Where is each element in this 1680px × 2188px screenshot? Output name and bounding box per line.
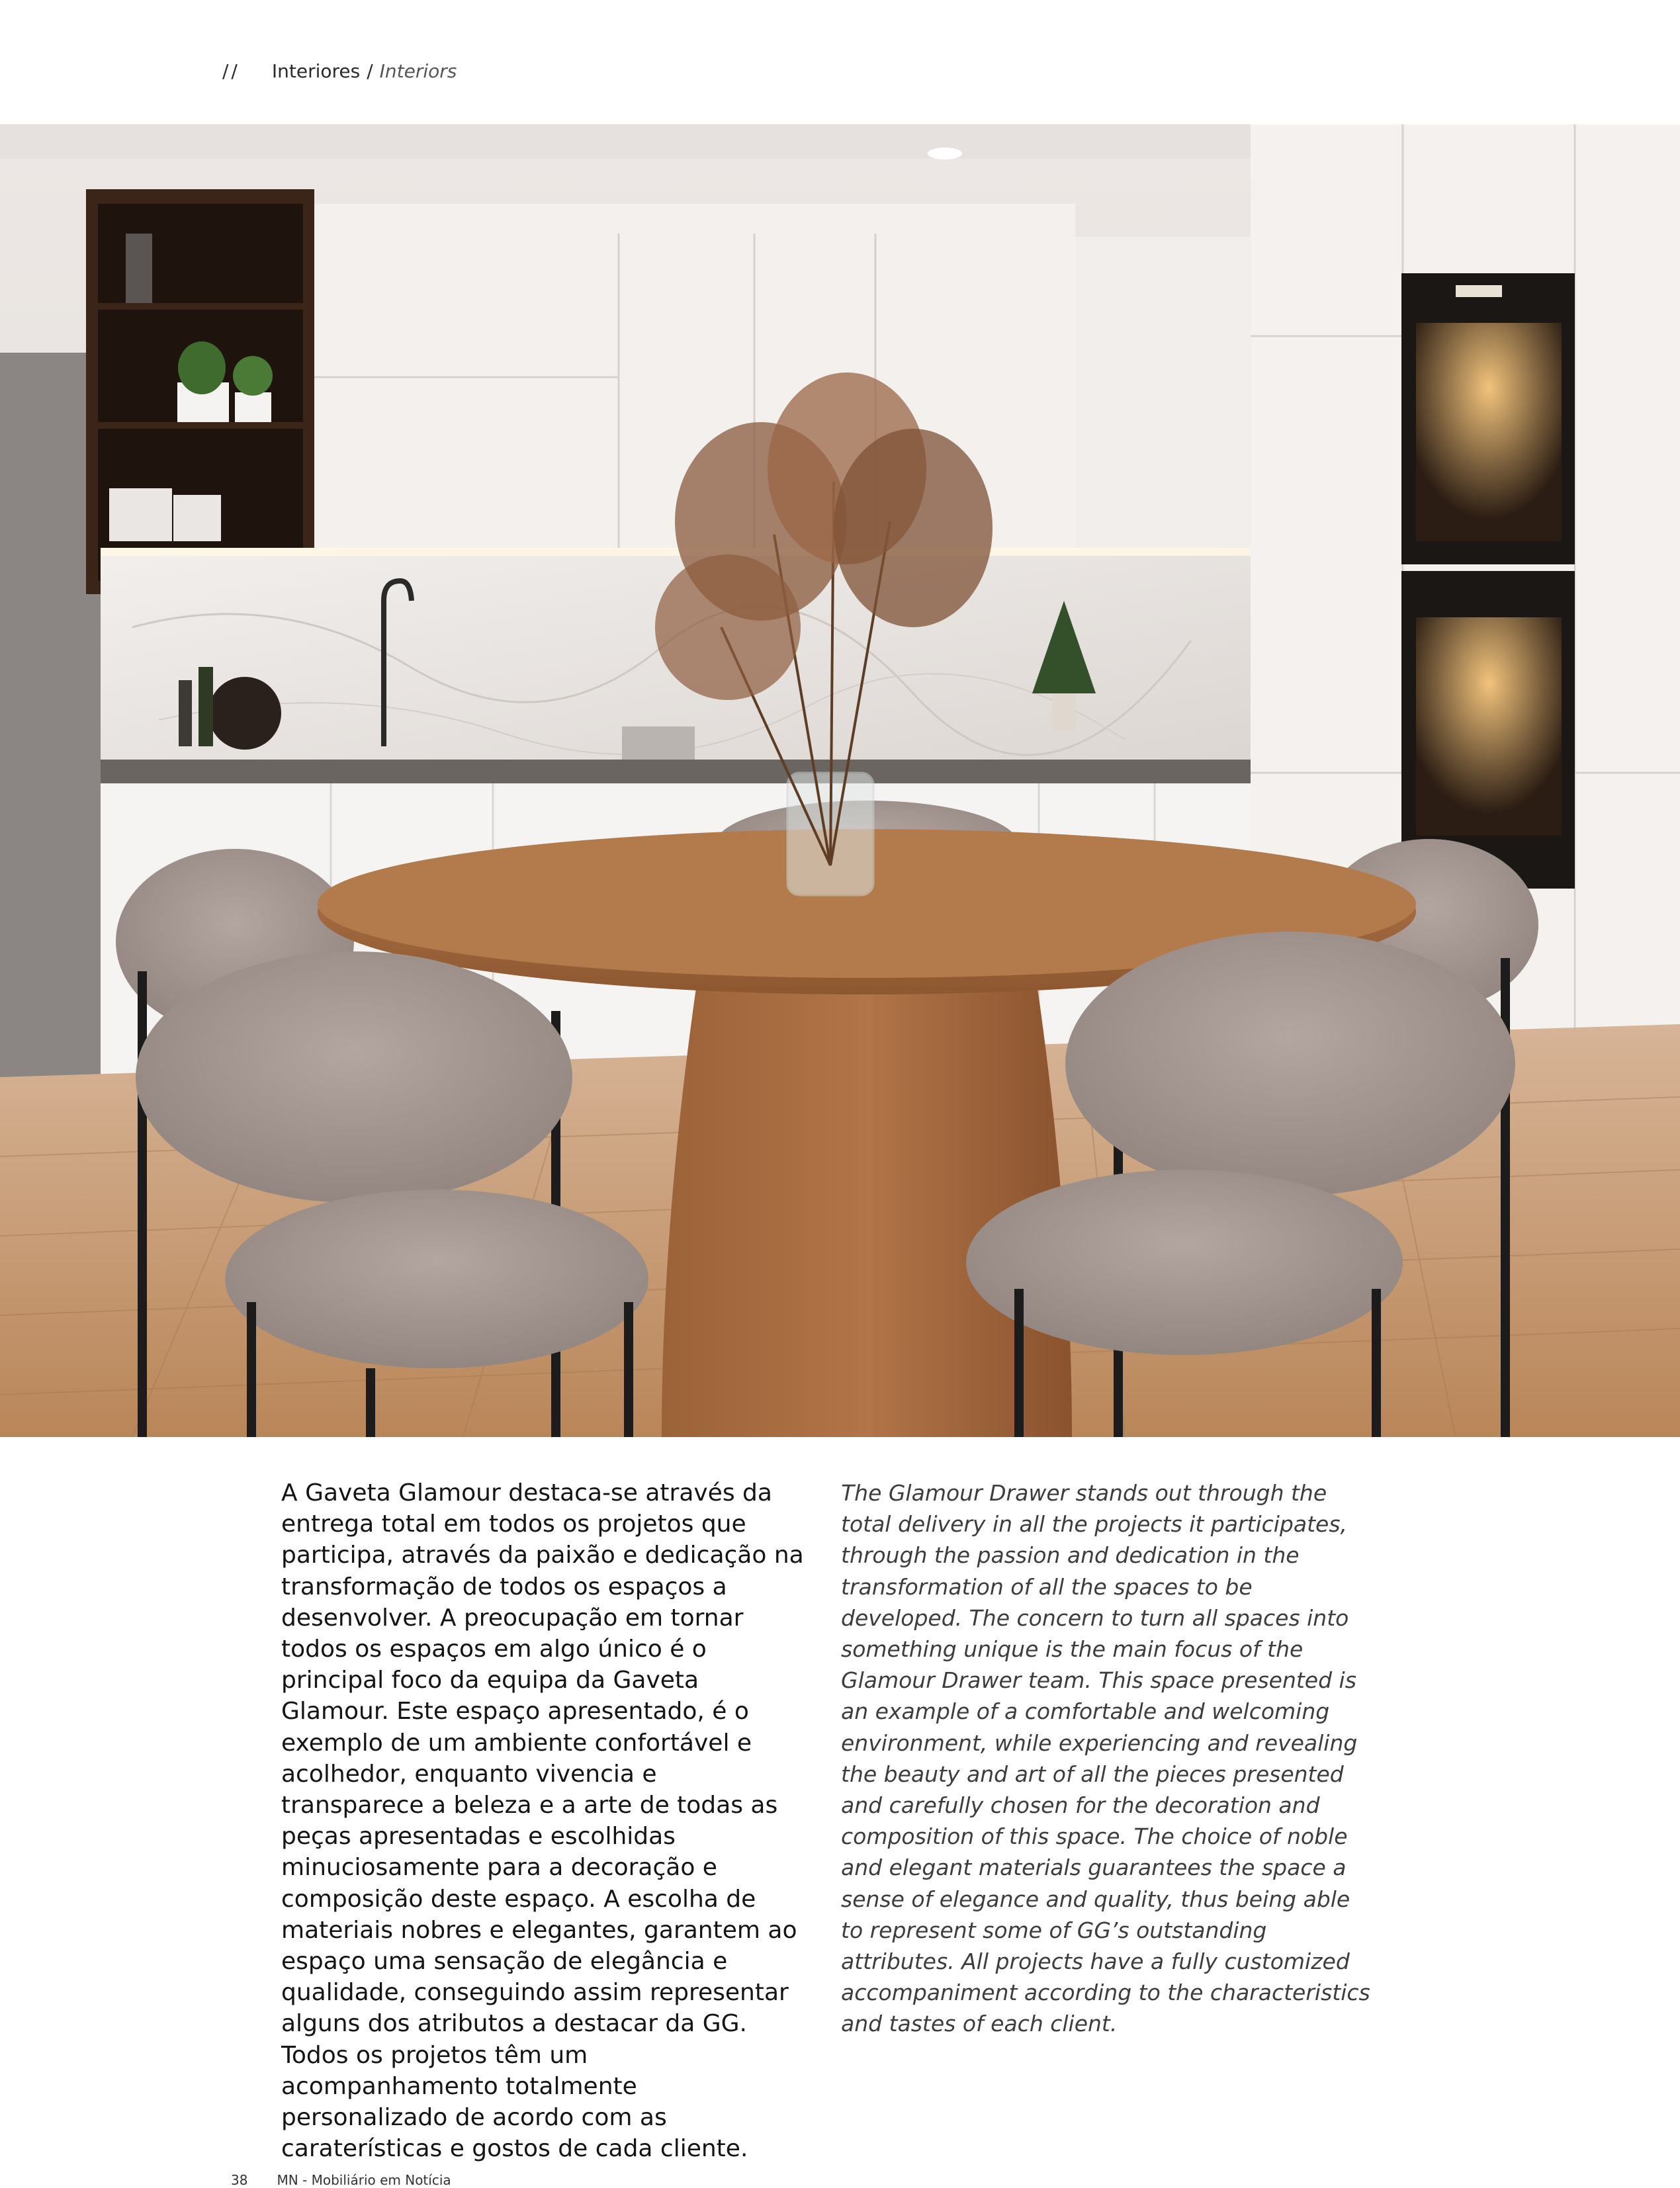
section-title-pt: Interiores [271, 60, 361, 82]
header-separator: // [222, 60, 240, 82]
publication-name: MN - Mobiliário em Notícia [277, 2172, 451, 2188]
body-text-english [841, 1477, 1377, 2040]
interior-photo [0, 124, 1680, 1437]
body-paragraph-en: The Glamour Drawer stands out through the total delivery in all the projects it participates, through the passion and dedication in the transformation of all the spaces to be developed. The concern to turn all spaces into something unique is the main focus of the Glamour Drawer team. This space presented is an example of a comfortable and welcoming environment, while experiencing and revealing the beauty and art of all the pieces presented and carefully chosen for the decoration and composition of this space. The choice of noble and elegant materials guarantees the space a sense of elegance and quality, thus being able to represent some of GG’s outstanding attributes. All projects have a fully customized accompaniment according to the characteristics and tastes of each client. [841, 1480, 1370, 2037]
section-title-en: Interiors [379, 60, 457, 82]
page-number: 38 [231, 2172, 248, 2188]
page-footer [231, 2172, 451, 2188]
header-slash: / [367, 60, 373, 82]
running-header [222, 54, 457, 87]
body-paragraph-pt: A Gaveta Glamour destaca-se através da entrega total em todos os projetos que participa, através da paixão e dedicação na transformação de todos os espaços a desenvolver. A preocupação em tornar todos os espaços em algo único é o principal foco da equipa da Gaveta Glamour. Este espaço apresentado, é o exemplo de um ambiente confortável e acolhedor, enquanto vivencia e transparece a beleza e a arte de todas as peças apresentadas e escolhidas minuciosamente para a decoração e composição deste espaço. A escolha de materiais nobres e elegantes, garantem ao espaço uma sensação de elegância e qualidade, conseguindo assim representar alguns dos atributos a destacar da GG. Todos os projetos têm um acompanhamento totalmente personalizado de acordo com as caraterísticas e gostos de cada cliente. [281, 1479, 804, 2163]
body-text-portuguese [281, 1477, 804, 2164]
